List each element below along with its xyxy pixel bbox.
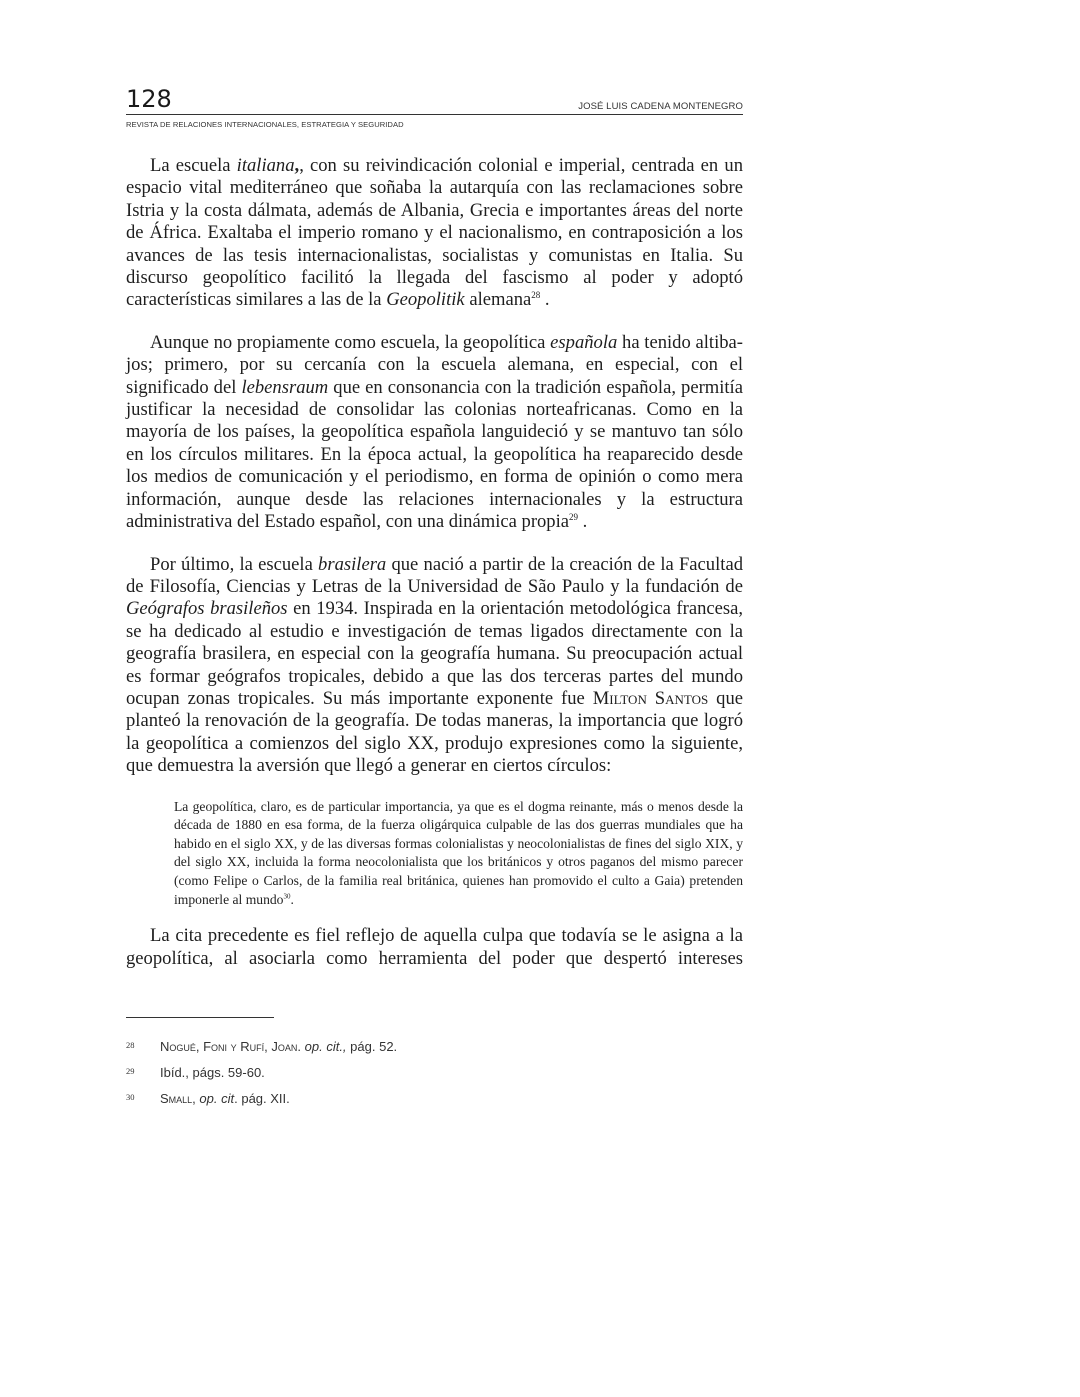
body-text (126, 155, 743, 990)
footnote-text: Small, op. cit. pág. XII. (160, 1091, 290, 1106)
footnote-number: 28 (126, 1040, 135, 1050)
footnote-number: 30 (126, 1092, 135, 1102)
block-quote: La geopolítica, claro, es de particular importancia, ya que es el dogma reinante, más o menos desde la década de 1880 en esa forma, de la fuerza oligárquica culpable de las dos guerras mundiales que ha habido en el siglo XX, y de las diversas formas colonialistas y neocolonialistas de fines del siglo XIX, y del siglo XX, incluida la forma neocolonialista que los británicos y otros paganos del mismo parecer (como Felipe o Carlos, de la familia real británica, quienes han promovido el culto a Gaia) pretenden imponerle al mundo$^{30}$. (174, 798, 743, 907)
running-author: JOSÉ LUIS CADENA MONTENEGRO (578, 101, 743, 112)
footnote (126, 1036, 743, 1062)
footnotes (126, 1036, 743, 1114)
footnote-text: Ibíd., págs. 59-60. (160, 1065, 265, 1080)
footnote-text: Nogué, Foni y Rufí, Joan. op. cit., pág. 52. (160, 1039, 398, 1054)
journal-title: REVISTA DE RELACIONES INTERNACIONALES, ESTRATEGIA Y SEGURIDAD (126, 120, 404, 129)
page-number: 128 (126, 85, 172, 113)
footnote (126, 1062, 743, 1088)
footnote-number: 29 (126, 1066, 135, 1076)
footnote-ref-28[interactable]: 28 (531, 290, 541, 301)
footnote-ref-29[interactable]: 29 (569, 511, 579, 522)
running-header (126, 84, 743, 115)
footnote (126, 1088, 743, 1114)
footnote-divider (126, 1017, 274, 1018)
paragraph-brazilian-school: Por último, la escuela brasilera que nació a partir de la creación de la Facultad de Filosofía, Ciencias y Letras de la Universidad de São Paulo y la fundación de Geógrafos brasileños en 1934. Inspirada en la orientación metodológica francesa, se ha dedicado al estudio e investigación de temas ligados directamente con la geografía brasilera, en especial con la geografía humana. Su preocupación actual es formar geógrafos tropicales, debido a que las dos terceras partes del mundo ocupan zonas tropicales. Su más importante exponente fue Milton Santos que planteó la renovación de la geografía. De todas maneras, la importancia que logró la geopolítica a comienzos del siglo XX, produjo expresiones como la siguiente, que demuestra la aversión que llegó a generar en ciertos círculos: (126, 553, 744, 777)
paragraph-italian-school: La escuela italiana,, con su reivindicación colonial e imperial, centrada en un espacio vital mediterráneo que soñaba la autarquía con las reclamaciones sobre Istria y la costa dálmata, además de Albania, Grecia e importantes áreas del norte de África. Exaltaba el imperio romano y el nacionalismo, en contraposición a los avances de las tesis internacionalistas, socialistas y comunistas en Italia. Su discurso geopolítico facilitó la llegada del fascismo al poder y adoptó características similares a las de la Geopolitik alemana$^{28}$ . (126, 155, 743, 311)
paragraph-spanish-school: Aunque no propiamente como escuela, la geopolítica española ha tenido altibajos; primero, por su cercanía con la escuela alemana, en especial, con el significado del lebensraum que en consonancia con la tradición española, permitía justificar la necesidad de consolidar las colonias norteafricanas. Como en la mayoría de los países, la geopolítica española languideció y se mantuvo tan sólo en los círculos militares. En la época actual, la geopolítica ha reaparecido desde los medios de comunicación y el periodismo, en forma de opinión o como mera información, aunque desde las relaciones internacionales y la estructura administrativa del Estado español, con una dinámica propia$^{29}$ . (126, 331, 743, 533)
paragraph-conclusion: La cita precedente es fiel reflejo de aquella culpa que todavía se le asigna a la geopolítica, al asociarla como herramienta del poder que despertó intereses (126, 925, 743, 969)
footnote-ref-30[interactable]: 30 (283, 892, 291, 900)
